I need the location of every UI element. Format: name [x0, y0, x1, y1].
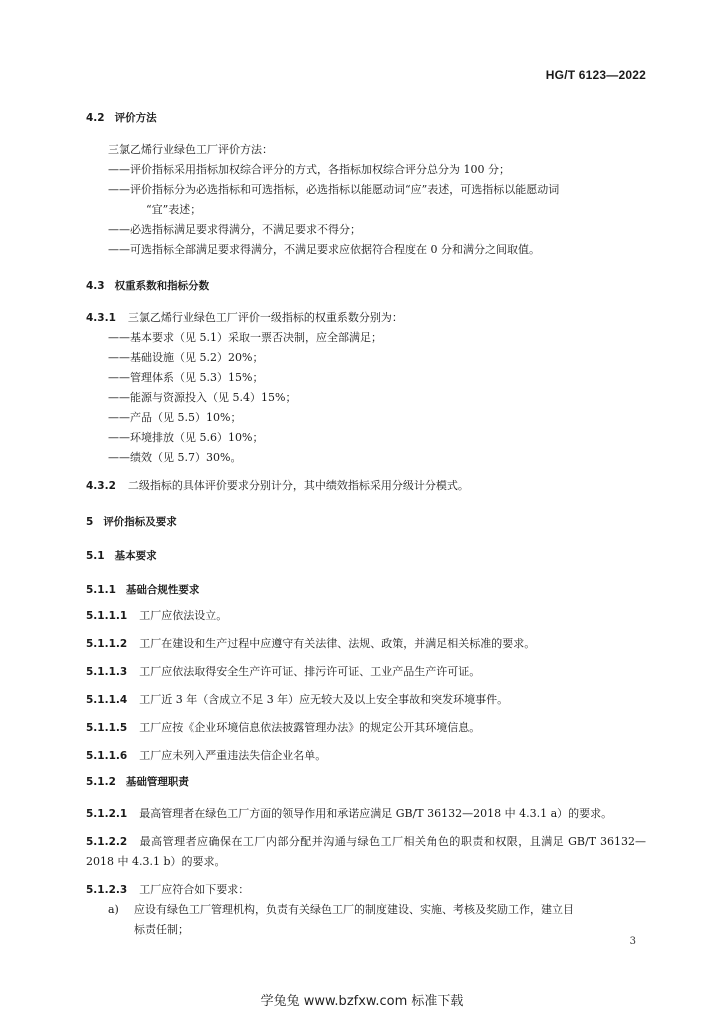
clause-5-1-1-5 [86, 718, 646, 738]
section-number: 5 [86, 516, 94, 528]
section-5-heading [86, 514, 646, 530]
clause-number: 5.1.1.3 [86, 666, 128, 678]
section-number: 5.1.2 [86, 776, 116, 788]
clause-text: 工厂近 3 年（含成立不足 3 年）应无较大及以上安全事故和突发环境事件。 [139, 693, 509, 706]
footer-watermark: 学兔兔 www.bzfxw.com 标准下载 [260, 994, 464, 1009]
section-title: 评价方法 [114, 112, 157, 124]
clause-text: 二级指标的具体评价要求分别计分，其中绩效指标采用分级计分模式。 [127, 479, 469, 492]
section-number: 5.1.1 [86, 584, 116, 596]
item-text: 应设有绿色工厂管理机构，负责有关绿色工厂的制度建设、实施、考核及奖励工作，建立目 [134, 903, 574, 916]
list-item: ——可选指标全部满足要求得满分，不满足要求应依据符合程度在 0 分和满分之间取值。 [108, 243, 540, 256]
item-label: a) [108, 903, 119, 916]
clause-number: 5.1.2.1 [86, 808, 128, 820]
clause-text: 最高管理者应确保在工厂内部分配并沟通与绿色工厂相关角色的职责和权限，且满足 GB/T 36132—2018 中 4.3.1 b）的要求。 [86, 835, 646, 868]
clause-text: 工厂在建设和生产过程中应遵守有关法律、法规、政策，并满足相关标准的要求。 [139, 637, 536, 650]
section-5-1-heading [86, 548, 646, 564]
clause-number: 5.1.1.6 [86, 750, 128, 762]
list-item: ——评价指标分为必选指标和可选指标，必选指标以能愿动词“应”表述，可选指标以能愿动词 [108, 183, 560, 196]
clause-number: 5.1.2.2 [86, 836, 128, 848]
section-number: 4.3 [86, 280, 105, 292]
section-title: 基本要求 [114, 550, 157, 562]
list-item-a [86, 900, 646, 920]
clause-number: 5.1.1.2 [86, 638, 128, 650]
list-item: ——能源与资源投入（见 5.4）15%； [108, 391, 297, 404]
list-item: ——管理体系（见 5.3）15%； [108, 371, 264, 384]
section-4-2-heading [86, 110, 646, 126]
clause-number: 5.1.1.1 [86, 610, 128, 622]
section-5-1-2-heading [86, 774, 646, 790]
page-content [86, 110, 646, 940]
clause-5-1-2-3 [86, 880, 646, 900]
clause-number: 4.3.1 [86, 312, 116, 324]
section-5-1-1-heading [86, 582, 646, 598]
list-item: ——产品（见 5.5）10%； [108, 411, 242, 424]
clause-number: 5.1.1.5 [86, 722, 128, 734]
clause-4-3-2 [86, 476, 646, 496]
clause-number: 5.1.1.4 [86, 694, 128, 706]
list-item: ——环境排放（见 5.6）10%； [108, 431, 264, 444]
section-title: 权重系数和指标分数 [114, 280, 210, 292]
section-4-2-intro: 三氯乙烯行业绿色工厂评价方法： [108, 143, 273, 156]
section-number: 5.1 [86, 550, 105, 562]
section-number: 4.2 [86, 112, 105, 124]
list-item: ——评价指标采用指标加权综合评分的方式，各指标加权综合评分总分为 100 分； [108, 163, 510, 176]
section-title: 基础管理职责 [125, 776, 189, 788]
clause-4-3-1 [86, 308, 646, 328]
list-item-continuation: “宜”表述； [146, 203, 202, 216]
clause-5-1-1-3 [86, 662, 646, 682]
clause-5-1-1-4 [86, 690, 646, 710]
section-title: 基础合规性要求 [125, 584, 200, 596]
section-4-3-heading [86, 278, 646, 294]
list-item: ——基础设施（见 5.2）20%； [108, 351, 264, 364]
clause-text: 工厂应按《企业环境信息依法披露管理办法》的规定公开其环境信息。 [139, 721, 481, 734]
clause-text: 工厂应依法设立。 [139, 609, 228, 622]
clause-text: 工厂应符合如下要求： [139, 883, 250, 896]
list-item: ——基本要求（见 5.1）采取一票否决制，应全部满足； [108, 331, 382, 344]
clause-text: 三氯乙烯行业绿色工厂评价一级指标的权重系数分别为： [127, 311, 403, 324]
list-item: ——必选指标满足要求得满分，不满足要求不得分； [108, 223, 361, 236]
clause-5-1-2-2 [86, 832, 646, 872]
clause-text: 工厂应未列入严重违法失信企业名单。 [139, 749, 327, 762]
page-number: 3 [629, 936, 636, 947]
standard-code: HG/T 6123—2022 [545, 68, 646, 82]
clause-5-1-1-1 [86, 606, 646, 626]
clause-5-1-2-1 [86, 804, 646, 824]
clause-text: 工厂应依法取得安全生产许可证、排污许可证、工业产品生产许可证。 [139, 665, 481, 678]
clause-number: 5.1.2.3 [86, 884, 128, 896]
list-item: ——绩效（见 5.7）30%。 [108, 451, 242, 464]
clause-5-1-1-6 [86, 746, 646, 766]
list-item-continuation: 标责任制； [134, 923, 189, 936]
clause-5-1-1-2 [86, 634, 646, 654]
clause-number: 4.3.2 [86, 480, 116, 492]
clause-text: 最高管理者在绿色工厂方面的领导作用和承诺应满足 GB/T 36132—2018 中 4.3.1 a）的要求。 [139, 807, 613, 820]
section-title: 评价指标及要求 [103, 516, 177, 528]
